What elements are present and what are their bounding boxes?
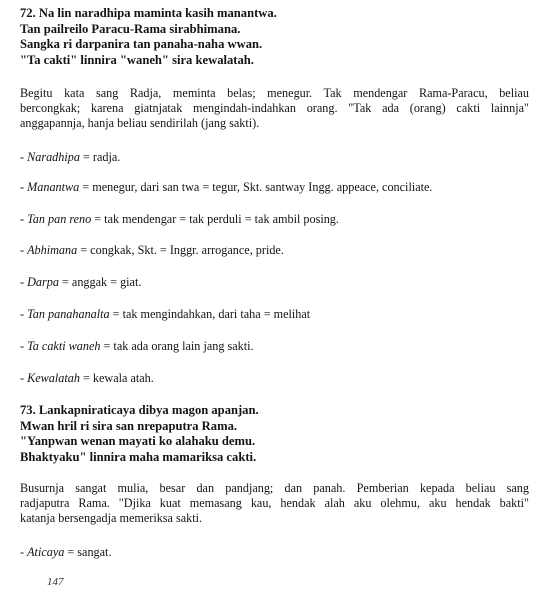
gloss-term: Kewalatah bbox=[27, 371, 80, 385]
gloss-meaning: = tak mendengar = tak perduli = tak ambil posing. bbox=[91, 212, 339, 226]
verse-73 bbox=[20, 403, 530, 465]
paragraph-line: Busurnja sangat mulia, besar dan pandjang; dan panah. Pemberian kepada beliau sang bbox=[20, 481, 529, 495]
gloss-meaning: = sangat. bbox=[64, 545, 112, 559]
translation-72 bbox=[20, 86, 529, 132]
paragraph-line: katanja bersengadja memeriksa sakti. bbox=[20, 511, 203, 526]
gloss-item: - Manantwa = menegur, dari san twa = tegur, Skt. santway Ingg. appeace, conciliate. bbox=[20, 180, 433, 194]
paragraph-line: anggapannja, hanja beliau sendirilah (jang sakti). bbox=[20, 116, 260, 131]
gloss-term: Manantwa bbox=[27, 180, 80, 194]
paragraph-line: radjaputra Rama. "Djika kuat memasang kau, hendak alah aku olehmu, aku hendak bakti" bbox=[20, 496, 529, 511]
gloss-item: - Tan pan reno = tak mendengar = tak perduli = tak ambil posing. bbox=[20, 212, 339, 226]
gloss-meaning: = tak ada orang lain jang sakti. bbox=[100, 339, 254, 353]
gloss-item: - Kewalatah = kewala atah. bbox=[20, 371, 154, 385]
verse-line: Mwan hril ri sira san nrepaputra Rama. bbox=[20, 418, 238, 433]
gloss-term: Naradhipa bbox=[27, 150, 80, 164]
gloss-item: - Abhimana = congkak, Skt. = Inggr. arrogance, pride. bbox=[20, 243, 284, 257]
page-number: 147 bbox=[47, 576, 64, 588]
gloss-item: - Tan panahanalta = tak mengindahkan, dari taha = melihat bbox=[20, 307, 311, 321]
gloss-item: - Ta cakti waneh = tak ada orang lain jang sakti. bbox=[20, 339, 254, 353]
verse-line: 72. Na lin naradhipa maminta kasih manantwa. bbox=[20, 6, 277, 20]
gloss-meaning: = tak mengindahkan, dari taha = melihat bbox=[109, 307, 311, 321]
verse-line: Bhaktyaku" linnira maha mamariksa cakti. bbox=[20, 449, 257, 464]
gloss-term: Tan panahanalta bbox=[27, 307, 110, 321]
gloss-term: Darpa bbox=[27, 275, 59, 289]
gloss-item: - Naradhipa = radja. bbox=[20, 150, 121, 164]
gloss-item: - Aticaya = sangat. bbox=[20, 545, 112, 559]
gloss-meaning: = menegur, dari san twa = tegur, Skt. santway Ingg. appeace, conciliate. bbox=[79, 180, 433, 194]
verse-line: Tan pailreilo Paracu-Rama sirabhimana. bbox=[20, 21, 241, 36]
translation-73 bbox=[20, 481, 529, 527]
gloss-meaning: = congkak, Skt. = Inggr. arrogance, pride. bbox=[77, 243, 284, 257]
gloss-item: - Darpa = anggak = giat. bbox=[20, 275, 142, 289]
paragraph-line: Begitu kata sang Radja, meminta belas; menegur. Tak mendengar Rama-Paracu, beliau bbox=[20, 86, 529, 100]
verse-line: 73. Lankapniraticaya dibya magon apanjan. bbox=[20, 403, 259, 417]
verse-line: "Yanpwan wenan mayati ko alahaku demu. bbox=[20, 434, 256, 449]
gloss-term: Ta cakti waneh bbox=[27, 339, 101, 353]
gloss-meaning: = radja. bbox=[79, 150, 121, 164]
gloss-term: Aticaya bbox=[27, 545, 65, 559]
verse-line: Sangka ri darpanira tan panaha-naha wwan. bbox=[20, 37, 263, 52]
gloss-term: Tan pan reno bbox=[27, 212, 92, 226]
paragraph-line: bercongkak; karena giatnjatak mengindah-indahkan orang. "Tak ada (orang) cakti lainnja" bbox=[20, 101, 529, 116]
gloss-term: Abhimana bbox=[27, 243, 78, 257]
verse-72 bbox=[20, 6, 530, 68]
gloss-meaning: = kewala atah. bbox=[79, 371, 154, 385]
gloss-meaning: = anggak = giat. bbox=[58, 275, 142, 289]
verse-line: "Ta cakti" linnira "waneh" sira kewalatah. bbox=[20, 52, 254, 67]
